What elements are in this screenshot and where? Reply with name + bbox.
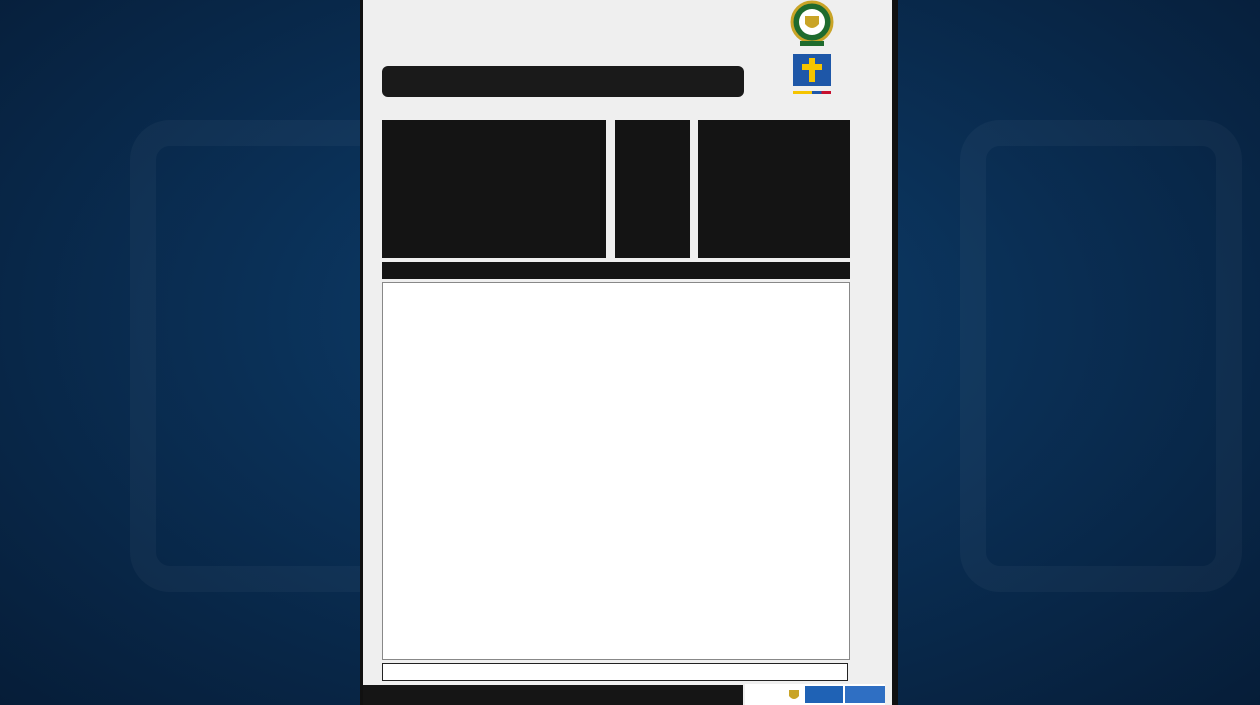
- fiscalia-cross-icon: [793, 54, 831, 86]
- footer-slogan: [382, 663, 848, 681]
- poster-left-border: [360, 0, 363, 705]
- fiscalia-logo: [793, 54, 831, 98]
- government-logos: [745, 684, 885, 705]
- slogan-banner: [382, 66, 744, 97]
- contact-line: [363, 685, 743, 705]
- police-crest-icon: [788, 0, 836, 48]
- tier-3000-block: [615, 120, 690, 258]
- coat-of-arms-icon: [787, 688, 801, 702]
- tier-2000-block: [698, 120, 850, 258]
- tier-4000-block: [382, 120, 606, 258]
- background-shape: [960, 120, 1242, 592]
- tier-500-grid: [382, 282, 850, 660]
- gov-badge-future: [805, 686, 843, 703]
- wanted-poster: [360, 0, 898, 705]
- gov-badge-presidency: [845, 686, 885, 703]
- fiscalia-flag-stripe: [793, 91, 831, 94]
- tier-500-header: [382, 262, 850, 279]
- poster-right-border: [892, 0, 898, 705]
